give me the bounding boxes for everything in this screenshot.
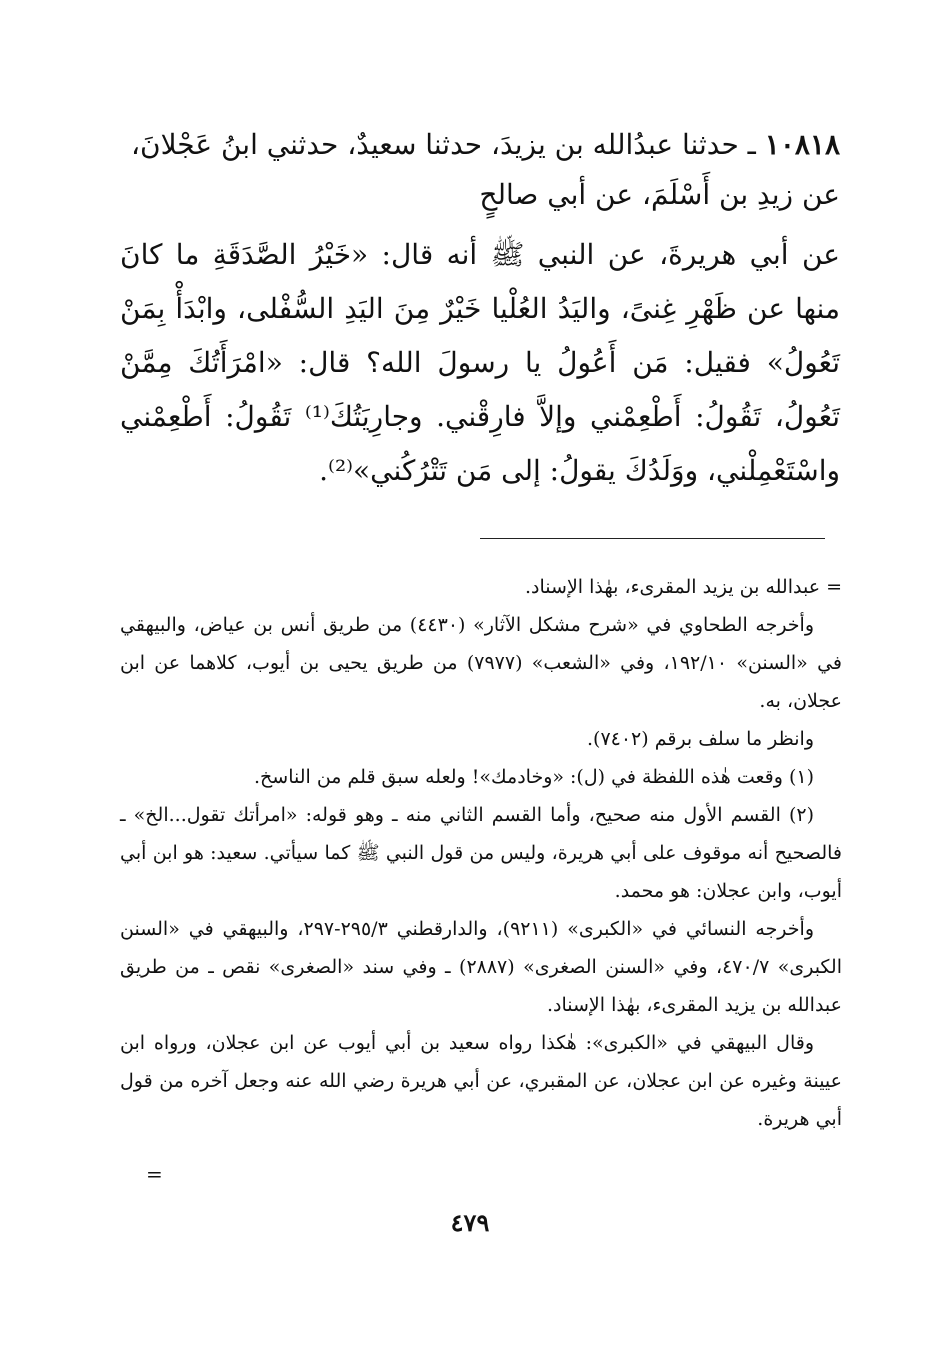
hadith-isnad (120, 120, 840, 230)
footnote-see-also: وانظر ما سلف برقم (٧٤٠٢). (586, 728, 814, 750)
footnote-bayhaqi: وقال البيهقي في «الكبرى»: هٰكذا رواه سعيد بن أبي أيوب عن ابن عجلان، ورواه ابن عيينة وغيره عن ابن عجلان، عن المقبري، عن أبي هريرة رضي الله عنه وجعل آخره من قول أبي هريرة. (120, 1032, 842, 1130)
matn-text: عن أبي هريرةَ، عن النبي ﷺ أنه قال: «خَيْرُ الصَّدَقَةِ ما كانَ منها عن ظَهْرِ غِنىً، واليَدُ العُلْيا خَيْرٌ مِنَ اليَدِ السُّفْلى، وابْدَأْ بِمَنْ تَعُولُ» فقيل: مَن أَعُولُ يا رسولَ الله؟ قال: «امْرَأَتُكَ مِمَّنْ تَعُولُ، تَقُولُ: أَطْعِمْني وإلاَّ فارِقْني. وجارِيَتُكَ⁽¹⁾ تَقُولُ: أَطْعِمْني واسْتَعْمِلْني، ووَلَدُكَ يقولُ: إلى مَن تَتْرُكُني»⁽²⁾. (120, 238, 840, 487)
isnad-text-1: ـ حدثنا عبدُالله بن يزيدَ، حدثنا سعيدٌ، حدثني ابنُ عَجْلانَ، (130, 128, 756, 161)
footnote-separator (480, 538, 825, 539)
isnad-line-1 (120, 120, 840, 170)
footnote-takhrij-1: وأخرجه الطحاوي في «شرح مشكل الآثار» (٤٤٣٠) من طريق أنس بن عياض، والبيهقي في «السنن» ١٩٢/١٠، وفي «الشعب» (٧٩٧٧) من طريق يحيى بن أيوب، كلاهما عن ابن عجلان، به. (120, 614, 842, 712)
hadith-number: ١٠٨١٨ (764, 128, 840, 161)
continuation-end-mark: = (146, 1162, 163, 1186)
footnote-continuation: = عبدالله بن يزيد المقرىء، بهٰذا الإسناد. (525, 576, 842, 598)
footnotes-section (120, 568, 842, 1138)
footnote-note-2: (٢) القسم الأول منه صحيح، وأما القسم الثاني منه ـ وهو قوله: «امرأتك تقول...الخ» ـ فالصحيح أنه موقوف على أبي هريرة، وليس من قول النبي ﷺ كما سيأتي. سعيد: هو ابن أبي أيوب، وابن عجلان: هو محمد. (120, 804, 842, 902)
footnote-takhrij-2: وأخرجه النسائي في «الكبرى» (٩٢١١)، والدارقطني ٢٩٥/٣-٢٩٧، والبيهقي في «السنن الكبرى» ٤٧٠/٧، وفي «السنن الصغرى» (٢٨٨٧) ـ وفي سند «الصغرى» نقص ـ من طريق عبدالله بن يزيد المقرىء، بهٰذا الإسناد. (120, 918, 842, 1016)
footnote-note-1: (١) وقعت هٰذه اللفظة في (ل): «وخادمك»! ولعله سبق قلم من الناسخ. (253, 766, 814, 788)
page-number: ٤٧٩ (450, 1208, 490, 1237)
hadith-matn (120, 228, 840, 508)
isnad-line-2: عن زيدِ بن أَسْلَمَ، عن أبي صالحٍ (479, 178, 840, 211)
